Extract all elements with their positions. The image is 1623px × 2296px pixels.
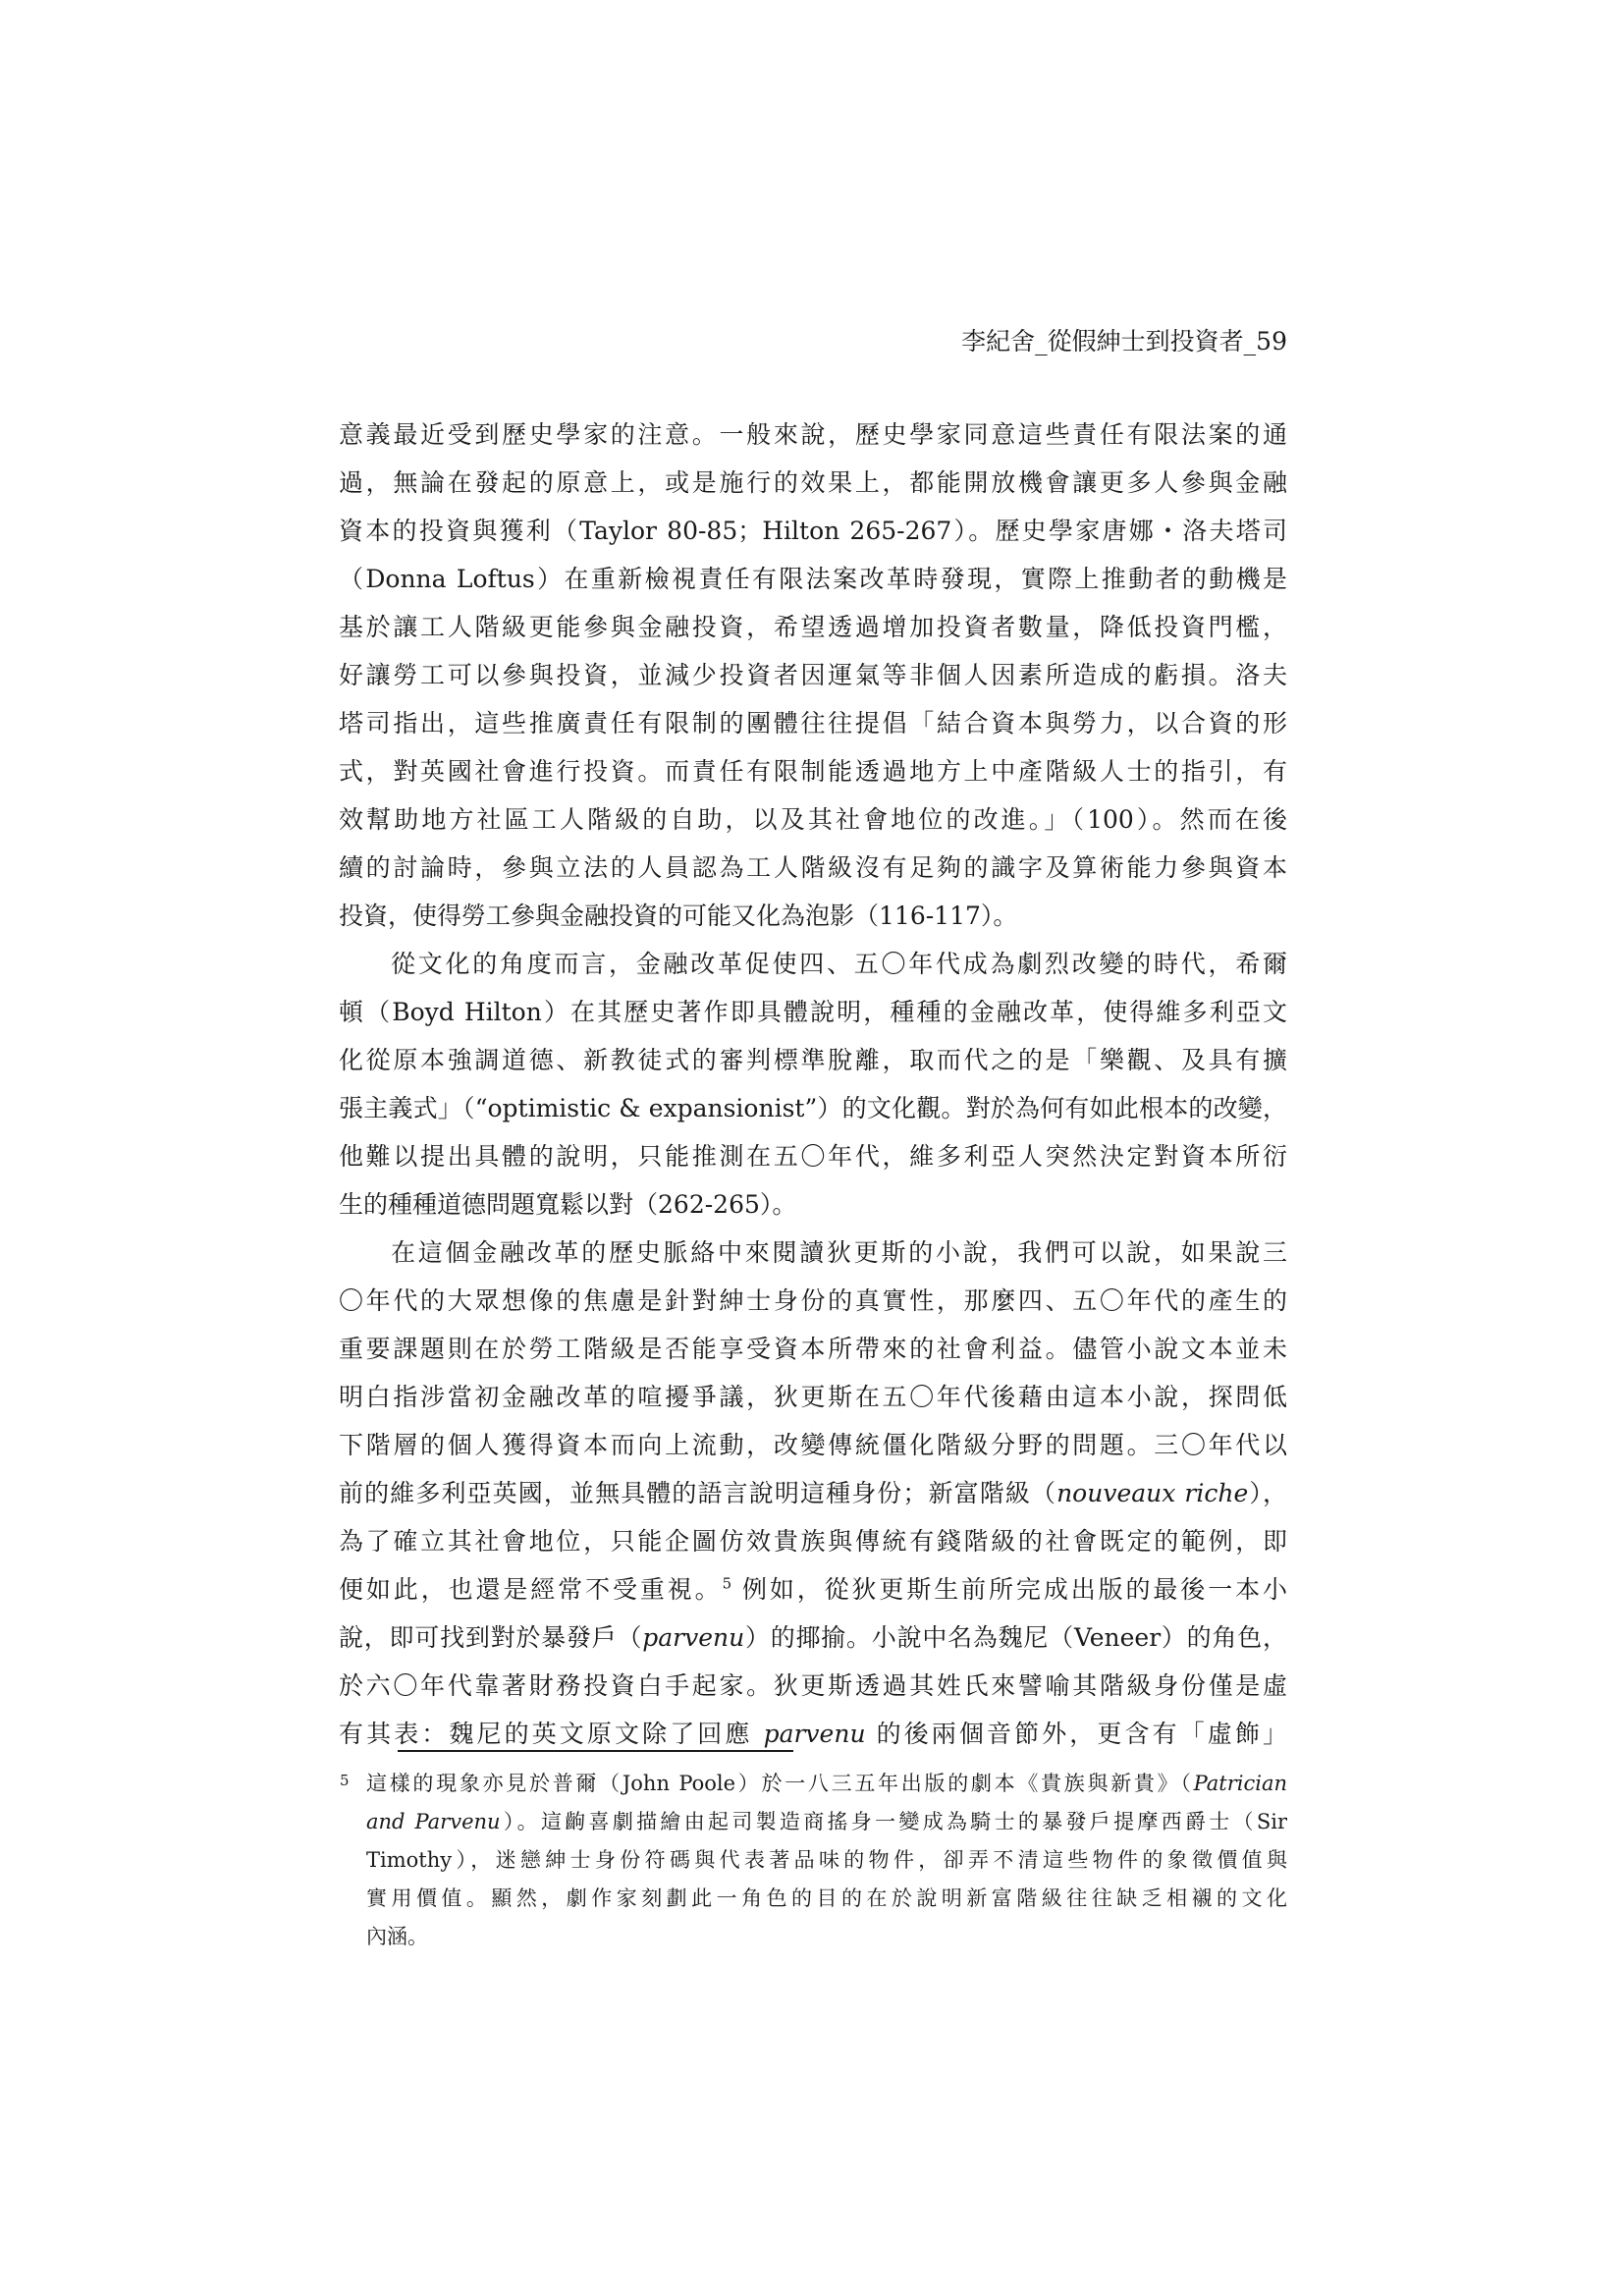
- body-line: 續的討論時，參與立法的人員認為工人階級沒有足夠的識字及算術能力參與資本: [339, 853, 1287, 882]
- body-line: 於六〇年代靠著財務投資白手起家。狄更斯透過其姓氏來譬喻其階級身份僅是虛: [339, 1671, 1287, 1700]
- body-line: 明白指涉當初金融改革的喧擾爭議，狄更斯在五〇年代後藉由這本小說，探問低: [339, 1383, 1287, 1411]
- body-line: 〇年代的大眾想像的焦慮是針對紳士身份的真實性，那麼四、五〇年代的產生的: [339, 1286, 1287, 1315]
- text-run: 例如，從狄更斯生前所完成出版的最後一本小: [731, 1575, 1287, 1604]
- text-run: 前的維多利亞英國，並無具體的語言說明這種身份；新富階級（: [339, 1479, 1057, 1507]
- body-line: 好讓勞工可以參與投資，並減少投資者因運氣等非個人因素所造成的虧損。洛夫: [339, 661, 1287, 689]
- body-line: （Donna Loftus）在重新檢視責任有限法案改革時發現，實際上推動者的動機是: [339, 565, 1287, 593]
- text-run: 的後兩個音節外，更含有「虛飾」: [865, 1720, 1287, 1748]
- text-run: ）的揶揄。小說中名為魏尼（Veneer）的角色，: [744, 1623, 1287, 1652]
- footnote-line: 實用價值。顯然，劇作家刻劃此一角色的目的在於說明新富階級往往缺乏相襯的文化: [366, 1886, 1287, 1910]
- running-header: 李紀舍_從假紳士到投資者_59: [961, 327, 1287, 355]
- body-line: [339, 1474, 1287, 1513]
- body-line: [339, 1618, 1287, 1658]
- body-line: 投資，使得勞工參與金融投資的可能又化為泡影（116-117）。: [339, 902, 1018, 930]
- body-line: 張主義式」（“optimistic & expansionist”）的文化觀。對於為何有如此根本的改變，: [339, 1094, 1287, 1122]
- italic-title: and Parvenu: [366, 1810, 501, 1833]
- text-run: ）。這齣喜劇描繪由起司製造商搖身一變成為騎士的暴發戶提摩西爵士（Sir: [500, 1810, 1287, 1833]
- body-line: 意義最近受到歷史學家的注意。一般來說，歷史學家同意這些責任有限法案的通: [339, 420, 1287, 449]
- body-line: 化從原本強調道德、新教徒式的審判標準脫離，取而代之的是「樂觀、及具有擴: [339, 1046, 1287, 1074]
- body-line: 資本的投資與獲利（Taylor 80-85；Hilton 265-267）。歷史學家唐娜・洛夫塔司: [339, 517, 1287, 545]
- body-line: 效幫助地方社區工人階級的自助，以及其社會地位的改進。」（100）。然而在後: [339, 805, 1287, 834]
- text-run: 便如此，也還是經常不受重視。: [339, 1575, 723, 1604]
- italic-term: parvenu: [763, 1720, 866, 1748]
- paragraph-first-line: 在這個金融改革的歷史脈絡中來閱讀狄更斯的小說，我們可以說，如果說三: [391, 1238, 1287, 1267]
- footnote-reference[interactable]: 5: [722, 1574, 732, 1593]
- body-line: 式，對英國社會進行投資。而責任有限制能透過地方上中產階級人士的指引，有: [339, 757, 1287, 786]
- italic-term: parvenu: [642, 1623, 745, 1652]
- text-run: ），: [1248, 1479, 1287, 1507]
- body-line: 他難以提出具體的說明，只能推測在五〇年代，維多利亞人突然決定對資本所衍: [339, 1142, 1287, 1171]
- body-line: 基於讓工人階級更能參與金融投資，希望透過增加投資者數量，降低投資門檻，: [339, 613, 1287, 641]
- body-line: 下階層的個人獲得資本而向上流動，改變傳統僵化階級分野的問題。三〇年代以: [339, 1431, 1287, 1459]
- body-line: 塔司指出，這些推廣責任有限制的團體往往提倡「結合資本與勞力，以合資的形: [339, 709, 1287, 738]
- body-line: [339, 1570, 1287, 1610]
- body-line: 為了確立其社會地位，只能企圖仿效貴族與傳統有錢階級的社會既定的範例，即: [339, 1527, 1287, 1556]
- footnote-line: [366, 1768, 1287, 1799]
- body-line: 重要課題則在於勞工階級是否能享受資本所帶來的社會利益。儘管小說文本並未: [339, 1335, 1287, 1363]
- footnote-divider: [398, 1750, 793, 1752]
- body-line: 生的種種道德問題寬鬆以對（262-265）。: [339, 1190, 797, 1219]
- body-line: 頓（Boyd Hilton）在其歷史著作即具體說明，種種的金融改革，使得維多利亞文: [339, 998, 1287, 1026]
- footnote-marker: 5: [340, 1772, 350, 1789]
- footnote-line: Timothy），迷戀紳士身份符碼與代表著品味的物件，卻弄不清這些物件的象徵價值與: [366, 1848, 1287, 1872]
- footnote-line: 內涵。: [366, 1925, 428, 1948]
- italic-term: nouveaux riche: [1056, 1479, 1249, 1507]
- body-line: [339, 1715, 1287, 1754]
- italic-title: Patrician: [1193, 1772, 1287, 1795]
- footnote-line: [366, 1806, 1287, 1837]
- body-line: 過，無論在發起的原意上，或是施行的效果上，都能開放機會讓更多人參與金融: [339, 468, 1287, 497]
- paragraph-first-line: 從文化的角度而言，金融改革促使四、五〇年代成為劇烈改變的時代，希爾: [391, 950, 1287, 978]
- text-run: 這樣的現象亦見於普爾（John Poole）於一八三五年出版的劇本《貴族與新貴》（: [366, 1772, 1194, 1795]
- text-run: 說，即可找到對於暴發戶（: [339, 1623, 643, 1652]
- text-run: 有其表：魏尼的英文原文除了回應: [339, 1720, 764, 1748]
